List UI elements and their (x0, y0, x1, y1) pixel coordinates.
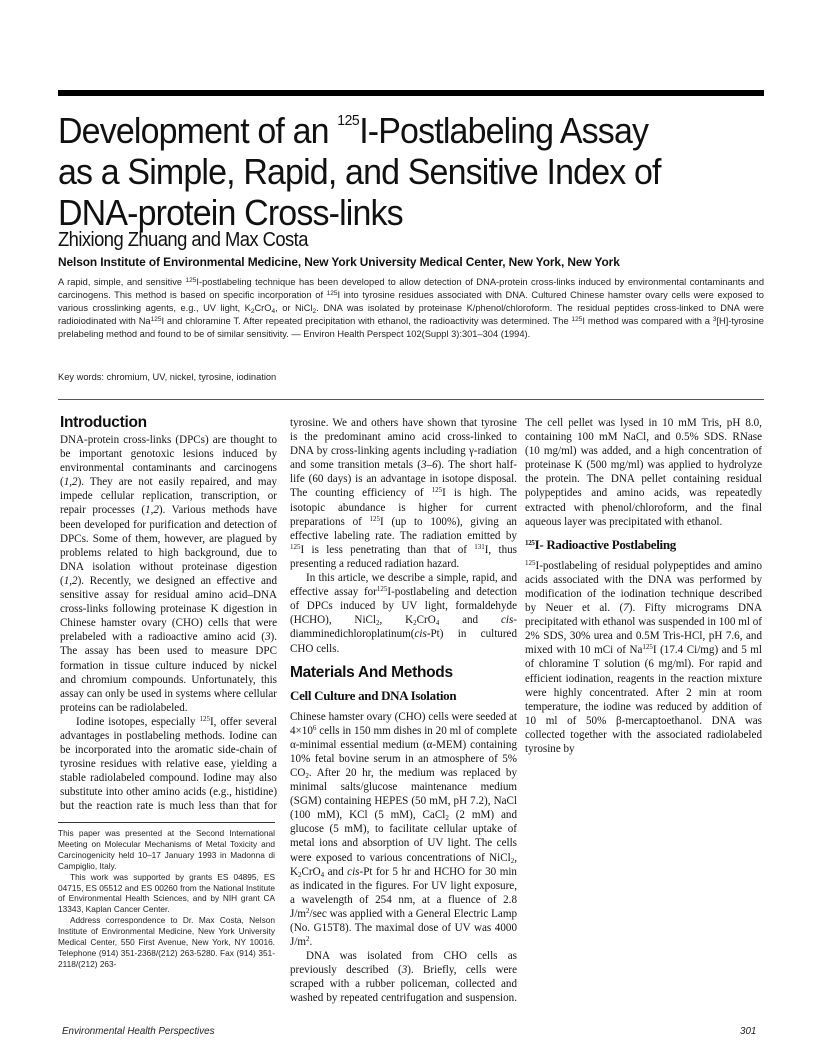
column-2 (290, 416, 517, 1006)
footnote-conference: This paper was presented at the Second International Meeting on Molecular Mechanisms of Metal Toxicity and Carcinogenicity held 10–17 January 1993 in Madonna di Campiglio, Italy. (58, 828, 275, 871)
title-line2: as a Simple, Rapid, and Sensitive Index of (58, 151, 661, 192)
section-divider (58, 399, 764, 400)
column-3 (525, 416, 762, 756)
subheading-cell-culture: Cell Culture and DNA Isolation (290, 687, 457, 703)
journal-name: Environmental Health Perspectives (62, 1026, 215, 1037)
title-line1-end: I-Postlabeling Assay (359, 110, 649, 151)
intro-paragraph-3: In this article, we describe a simple, rapid, and effective assay for$^{125}$I-postlabeling and detection of DPCs induced by UV light, formaldehyde (HCHO), NiCl$_2$, $K_2CrO_4$ and cis-diamminedichloroplatinum(cis-Pt) in cultured CHO cells. (290, 572, 518, 655)
subheading-postlabeling: $^{125}$I- Radioactive Postlabeling (525, 536, 677, 552)
title-line3: DNA-protein Cross-links (58, 192, 403, 233)
keywords: Key words: chromium, UV, nickel, tyrosine, iodination (58, 372, 277, 382)
page-number: 301 (740, 1026, 757, 1037)
top-rule (58, 90, 764, 96)
affiliation: Nelson Institute of Environmental Medicine, New York University Medical Center, New York, New York (58, 255, 620, 269)
column-1 (60, 414, 277, 814)
heading-materials-methods: Materials And Methods (290, 663, 453, 681)
footnote-correspondence: Address correspondence to Dr. Max Costa, Nelson Institute of Environmental Medicine, New York University Medical Center, 550 First Avenue, New York, NY 10016. Telephone (914) 351-2368/(212) 263-5280. Fax (914) 351-2118/(212) 263- (58, 915, 275, 969)
authors: Zhixiong Zhuang and Max Costa (58, 229, 308, 251)
methods-paragraph-1: Chinese hamster ovary (CHO) cells were seeded at $4\times 10^6$ cells in 150 mm dishes in 20 ml of complete α-minimal essential medium (α-MEM) containing 10% fetal bovine serum in an atmosphere of 5% $CO_2$. After 20 hr, the medium was replaced by minimal salts/glucose maintenance medium (SGM) containing HEPES (50 mM, pH 7.2), NaCl (100 mM), KCl (5 mM), CaCl$_2$ (2 mM) and glucose (5 mM), to facilitate cellular uptake of metal ions and absorption of UV light. The cells were exposed to various concentrations of NiCl$_2$, $K_2CrO_4$ and cis-Pt for 5 hr and HCHO for 30 min as indicated in the figures. For UV light exposure, a wavelength of 254 nm, at a fluence of 2.8 $J/m^2/\sec$ was applied with a General Electric Lamp (No. G15T8). The maximal dose of UV was 4000 $J/m^2$. (290, 710, 517, 949)
intro-paragraph-2: Iodine isotopes, especially $^{125}$I, offer several advantages in postlabeling methods. Iodine can be incorporated into the aromatic side-chain of tyrosine residues with relative ease, yielding a stable radiolabeled compound. Iodine may also substitute into other amino acids (e.g., histidine) but the reaction rate is much less than that for (60, 714, 278, 813)
footnote-rule (58, 822, 275, 823)
abstract: A rapid, simple, and sensitive $^{125}$I-postlabeling technique has been developed to allow detection of DNA-protein cross-links induced by environmental contaminants and carcinogens. This method is based on specific incorporation of $^{125}$I into tyrosine residues associated with DNA. Cultured Chinese hamster ovary cells were exposed to various crosslinking agents, e.g., UV light, $K_2CrO_4$, or NiCl$_2$. DNA was isolated by proteinase K/phenol/chloroform. The residual peptides cross-linked to DNA were radioiodinated with Na$^{125}$I and chloramine T. After repeated precipitation with ethanol, the radioactivity was determined. The $^{125}$I method was compared with a $^3$[H]-tyrosine prelabeling method and found to be of similar sensitivity. — Environ Health Perspect 102(Suppl 3):301–304 (1994). (58, 277, 764, 340)
intro-paragraph-2-cont: tyrosine. We and others have shown that tyrosine is the predominant amino acid cross-linked to DNA by cross-linking agents including γ-radiation and some transition metals (3–6). The short half-life (60 days) is an advantage in isotope disposal. The counting efficiency of $^{125}$I is high. The isotopic abundance is higher for current preparations of $^{125}$I (up to 100%), giving an effective labeling rate. The radiation emitted by $^{125}$I is less penetrating than that of $^{131}$I, thus presenting a reduced radiation hazard. (290, 417, 518, 570)
methods-paragraph-3: $^{125}$I-postlabeling of residual polypeptides and amino acids associated with the DNA was performed by modification of the iodination technique described by Neuer et al. (7). Fifty micrograms DNA precipitated with ethanol was suspended in 100 ml of 2% SDS, 30% urea and 0.5M Tris-HCl, pH 7.6, and mixed with 10 mCi of Na$^{125}$I (17.4 Ci/mg) and 5 ml of chloramine T solution (6 mg/ml). For rapid and efficient iodination, reagents in the reaction mixture were highly concentrated. After 2 min at room temperature, the iodine was reduced by addition of 10 ml of 50% β-mercaptoethanol. DNA was collected together with the associated radiolabeled tyrosine by (525, 558, 762, 755)
footnotes (58, 828, 275, 970)
footnote-funding: This work was supported by grants ES 04895, ES 04715, ES 05512 and ES 00260 from the National Institute of Environmental Health Sciences, and by NIH grant CA 13343, Kaplan Cancer Center. (58, 871, 275, 915)
methods-paragraph-2-cont: The cell pellet was lysed in 10 mM Tris, pH 8.0, containing 100 mM NaCl, and 0.5% SDS. RNase (10 mg/ml) was added, and a high concentration of proteinase K (500 mg/ml) was applied to hydrolyze the protein. The DNA pellet containing residual polypeptides and amino acids, was repeatedly extracted with phenol/chloroform, and the final aqueous layer was precipitated with ethanol. (525, 417, 763, 528)
title-superscript: 125 (337, 112, 360, 129)
methods-paragraph-2: DNA was isolated from CHO cells as previously described (3). Briefly, cells were scraped with a rubber policeman, collected and washed by repeated centrifugation and suspension. (290, 950, 518, 1005)
heading-introduction: Introduction (60, 414, 147, 431)
intro-paragraph-1: DNA-protein cross-links (DPCs) are thought to be important genotoxic lesions induced by environmental contaminants and carcinogens (1,2). They are not easily repaired, and may impede cellular replication, transcription, or repair processes (1,2). Various methods have been developed for purification and detection of DPCs. Some of them, however, are plagued by problems related to high background, due to DNA isolation without proteinase digestion (1,2). Recently, we designed an effective and sensitive assay for residual amino acid–DNA cross-links following proteinase K digestion in Chinese hamster ovary (CHO) cells that were prelabeled with a radioactive amino acid (3). The assay has been used to measure DPC formation in tissue culture induced by nickel and chromium compounds. Unfortunately, this assay can only be used in systems where cellular proteins can be radiolabeled. (60, 434, 277, 714)
title-line1-start: Development of an (58, 110, 338, 151)
article-title (58, 100, 715, 233)
